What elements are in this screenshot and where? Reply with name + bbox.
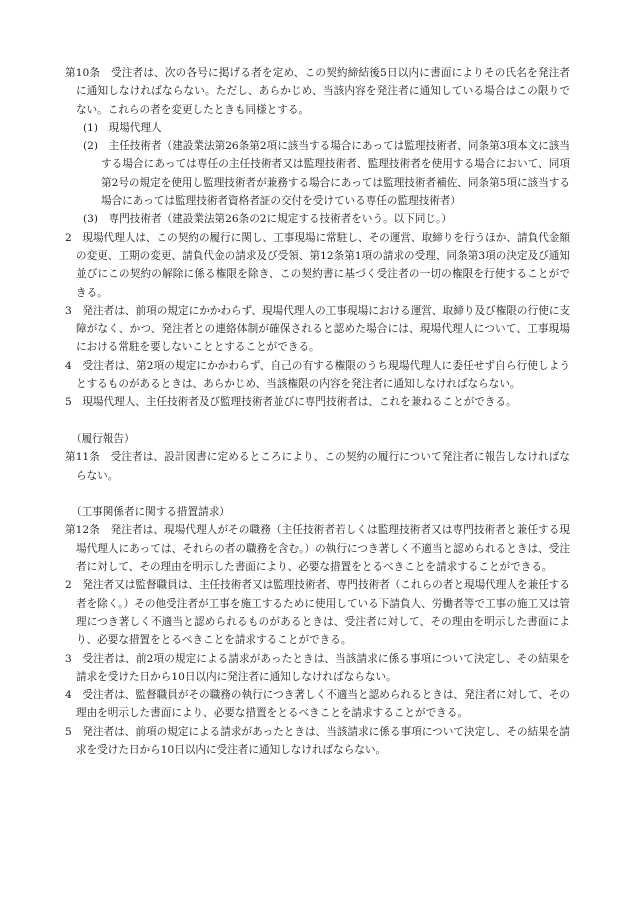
article-11-heading: （履行報告） [71, 432, 135, 445]
article-10-paragraph-3: 3 発注者は、前項の規定にかかわらず、現場代理人の工事現場における運営、取締り及び権限の行使に支障がなく、かつ、発注者との連絡体制が確保されると認めた場合には、現場代理人について、工事現場における常駐を要しないこととすることができる。 [65, 304, 570, 354]
article-12-paragraph-5: 5 発注者は、前項の規定による請求があったときは、当該請求に係る事項について決定し、その結果を請求を受けた日から10日以内に受注者に通知しなければならない。 [65, 725, 570, 756]
article-10-paragraph-2: 2 現場代理人は、この契約の履行に関し、工事現場に常駐し、その運営、取締りを行うほか、請負代金額の変更、工期の変更、請負代金の請求及び受領、第12条第1項の請求の受理、同条第3項の決定及び通知並びにこの契約の解除に係る権限を除き、この契約書に基づく受注者の一切の権限を行使することができる。 [65, 231, 570, 299]
article-10-paragraph-1: 第10条 受注者は、次の各号に掲げる者を定め、この契約締結後5日以内に書面によりその氏名を発注者に通知しなければならない。ただし、あらかじめ、当該内容を発注者に通知している場合はこの限りでない。これらの者を変更したときも同様とする。 [65, 67, 570, 116]
article-12-paragraph-1: 第12条 発注者は、現場代理人がその職務（主任技術者若しくは監理技術者又は専門技術者と兼任する現場代理人にあっては、それらの者の職務を含む。）の執行につき著しく不適当と認められるときは、受注者に対して、その理由を明示した書面により、必要な措置をとるべきことを請求することができる。 [65, 524, 570, 574]
article-12-paragraph-2: 2 発注者又は監督職員は、主任技術者又は監理技術者、専門技術者（これらの者と現場代理人を兼任する者を除く。）その他受注者が工事を施工するために使用している下請負人、労働者等で工事の施工又は管理につき著しく不適当と認められるものがあるときは、受注者に対して、その理由を明示した書面により、必要な措置をとるべきことを請求することができる。 [65, 579, 570, 647]
article-10-item-1: (1) 現場代理人 [83, 121, 162, 134]
article-11-paragraph-1: 第11条 受注者は、設計図書に定めるところにより、この契約の履行について発注者に報告しなければならない。 [65, 451, 570, 482]
section-spacer [65, 485, 570, 503]
article-10-paragraph-4: 4 受注者は、第2項の規定にかかわらず、自己の有する権限のうち現場代理人に委任せず自ら行使しようとするものがあるときは、あらかじめ、当該権限の内容を発注者に通知しなければならない。 [65, 359, 570, 391]
article-12-paragraph-4: 4 受注者は、監督職員がその職務の執行につき著しく不適当と認められるときは、発注者に対して、その理由を明示した書面により、必要な措置をとるべきことを請求することができる。 [65, 689, 570, 720]
article-10-item-2: (2) 主任技術者（建設業法第26条第2項に該当する場合にあっては監理技術者、同条第3項本文に該当する場合にあっては専任の主任技術者又は監理技術者、監理技術者を使用する場合において、同項第2号の規定を使用し監理技術者が兼務する場合にあっては監理技術者補佐、同条第5項に該当する場合にあっては監理技術者資格者証の交付を受けている専任の監理技術者） [83, 140, 570, 208]
article-10-paragraph-5: 5 現場代理人、主任技術者及び監理技術者並びに専門技術者は、これを兼ねることができる。 [65, 396, 517, 409]
section-spacer [65, 412, 570, 430]
article-12-paragraph-3: 3 受注者は、前2項の規定による請求があったときは、当該請求に係る事項について決定し、その結果を請求を受けた日から10日以内に発注者に通知しなければならない。 [65, 652, 570, 683]
article-12-heading: （工事関係者に関する措置請求） [71, 506, 230, 519]
article-10-item-3: (3) 専門技術者（建設業法第26条の2に規定する技術者をいう。以下同じ。） [83, 213, 452, 226]
